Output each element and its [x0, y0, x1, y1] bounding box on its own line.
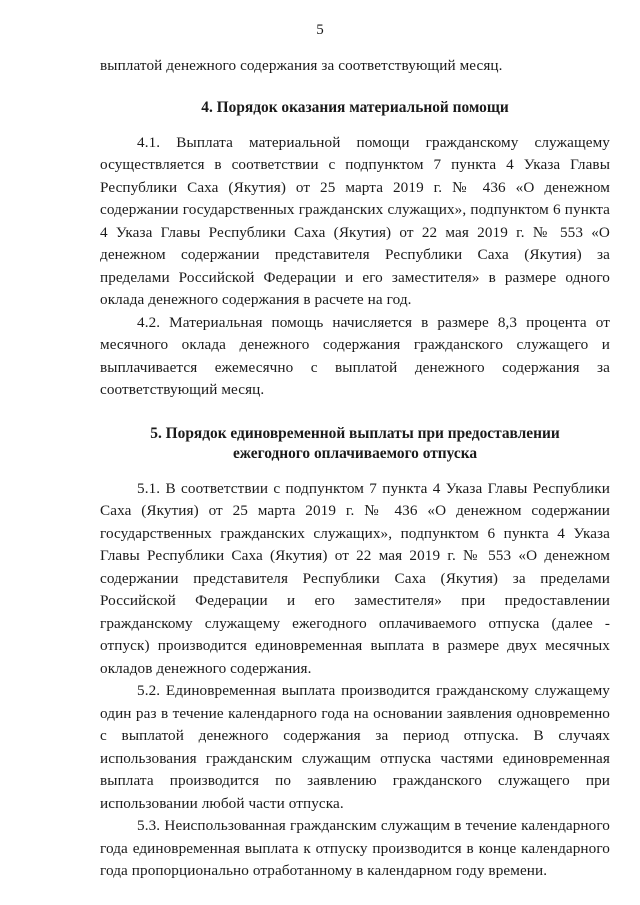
paragraph-4-1: 4.1. Выплата материальной помощи гражданскому служащему осуществляется в соответствии с подпунктом 7 пункта 4 Указа Главы Республики Саха (Якутия) от 25 марта 2019 г. № 436 «О денежном содержании государственных гражданских служащих», подпунктом 6 пункта 4 Указа Главы Республики Саха (Якутия) от 22 мая 2019 г. № 553 «О денежном содержании представителя Республики Саха (Якутия) за пределами Российской Федерации и его заместителя» в размере одного оклада денежного содержания в расчете на год. [100, 133, 610, 308]
section-4-heading: 4. Порядок оказания материальной помощи [201, 98, 509, 116]
document-body [100, 55, 610, 883]
page-number: 5 [316, 22, 324, 38]
section-5-heading [100, 424, 610, 464]
section-5-heading-line-1: 5. Порядок единовременной выплаты при предоставлении [150, 424, 560, 442]
paragraph-4-2: 4.2. Материальная помощь начисляется в размере 8,3 процента от месячного оклада денежного содержания гражданского служащего и выплачивается ежемесячно с выплатой денежного содержания за соответствующий месяц. [100, 313, 610, 398]
paragraph-5-2: 5.2. Единовременная выплата производится гражданскому служащему один раз в течение календарного года на основании заявления одновременно с выплатой денежного содержания за период отпуска. В случаях использования гражданским служащим отпуска частями единовременная выплата производится по заявлению гражданского служащего при использовании любой части отпуска. [100, 682, 610, 812]
section-5-heading-line-2: ежегодного оплачиваемого отпуска [232, 444, 478, 462]
paragraph-5-3: 5.3. Неиспользованная гражданским служащим в течение календарного года единовременная выплата к отпуску производится в конце календарного года пропорционально отработанному в календарном году времени. [100, 817, 610, 879]
intro-paragraph: выплатой денежного содержания за соответствующий месяц. [100, 57, 503, 74]
paragraph-5-1: 5.1. В соответствии с подпунктом 7 пункта 4 Указа Главы Республики Саха (Якутия) от 25 марта 2019 г. № 436 «О денежном содержании государственных гражданских служащих», подпунктом 6 пункта 4 Указа Главы Республики Саха (Якутия) от 22 мая 2019 г. № 553 «О денежном содержании представителя Республики Саха (Якутия) за пределами Российской Федерации и его заместителя» при предоставлении гражданскому служащему ежегодного оплачиваемого отпуска (далее - отпуск) производится единовременная выплата в размере двух месячных окладов денежного содержания. [100, 479, 610, 677]
